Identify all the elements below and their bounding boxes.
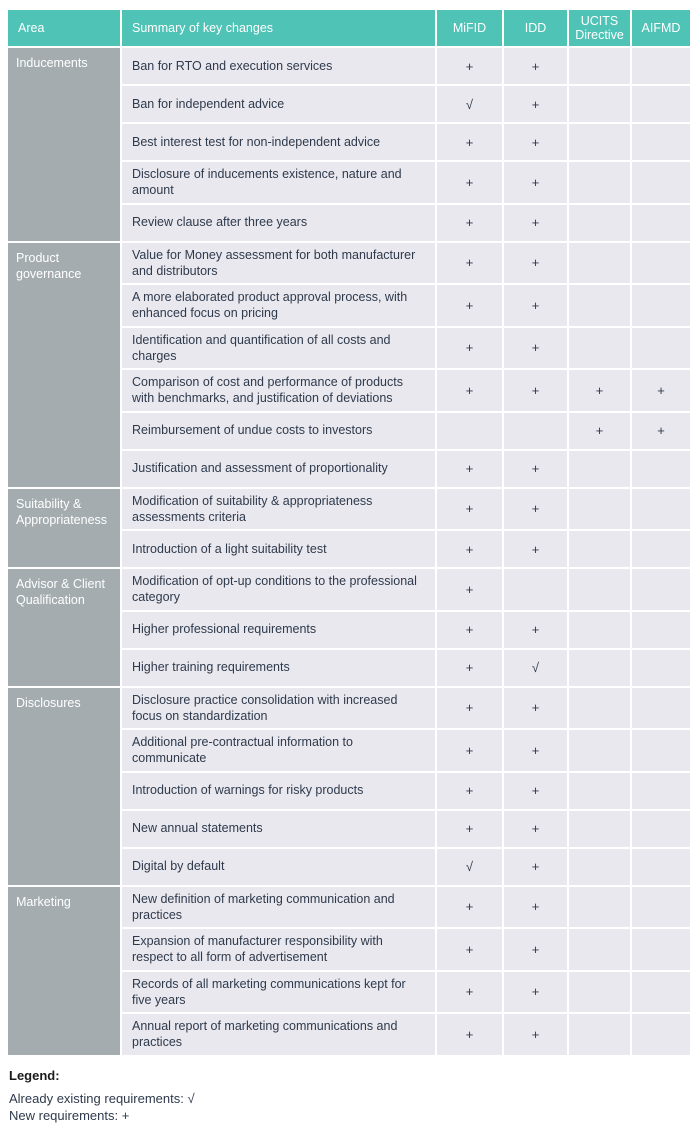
mark-cell-aifmd (632, 650, 690, 686)
mark-cell-mifid: + (437, 451, 502, 487)
mark-cell-ucits-directive: + (569, 370, 630, 411)
mark-cell-aifmd (632, 688, 690, 729)
summary-cell: Disclosure of inducements existence, nature and amount (122, 162, 435, 203)
mark-cell-ucits-directive (569, 730, 630, 771)
mark-cell-idd: + (504, 849, 567, 885)
mark-cell-idd: + (504, 612, 567, 648)
mark-cell-mifid: + (437, 929, 502, 970)
mark-cell-ucits-directive (569, 811, 630, 847)
mark-cell-idd: + (504, 811, 567, 847)
area-cell: Product governance (8, 243, 120, 487)
mark-cell-ucits-directive: + (569, 413, 630, 449)
table-section-marketing (8, 887, 690, 1055)
area-cell: Suitability & Appropriateness (8, 489, 120, 568)
area-cell: Advisor & Client Qualification (8, 569, 120, 686)
mark-cell-ucits-directive (569, 612, 630, 648)
summary-cell: Annual report of marketing communications and practices (122, 1014, 435, 1055)
summary-cell: Digital by default (122, 849, 435, 885)
mark-cell-ucits-directive (569, 124, 630, 160)
mark-cell-mifid: + (437, 650, 502, 686)
summary-cell: Disclosure practice consolidation with increased focus on standardization (122, 688, 435, 729)
mark-cell-mifid: + (437, 48, 502, 84)
area-cell: Marketing (8, 887, 120, 1055)
table-header (8, 10, 690, 46)
summary-cell: Value for Money assessment for both manufacturer and distributors (122, 243, 435, 284)
mark-cell-ucits-directive (569, 86, 630, 122)
header-summary: Summary of key changes (122, 10, 435, 46)
mark-cell-ucits-directive (569, 451, 630, 487)
summary-cell: New annual statements (122, 811, 435, 847)
header-idd: IDD (504, 10, 567, 46)
mark-cell-ucits-directive (569, 1014, 630, 1055)
mark-cell-aifmd (632, 929, 690, 970)
mark-cell-aifmd (632, 285, 690, 326)
mark-cell-idd: + (504, 531, 567, 567)
mark-cell-aifmd: + (632, 413, 690, 449)
mark-cell-ucits-directive (569, 773, 630, 809)
summary-cell: Higher professional requirements (122, 612, 435, 648)
legend (8, 1068, 690, 1125)
mark-cell-mifid: + (437, 887, 502, 928)
header-area: Area (8, 10, 120, 46)
mark-cell-mifid: + (437, 124, 502, 160)
legend-title: Legend: (9, 1067, 60, 1083)
mark-cell-mifid: + (437, 811, 502, 847)
area-cell: Inducements (8, 48, 120, 241)
summary-cell: A more elaborated product approval process, with enhanced focus on pricing (122, 285, 435, 326)
summary-cell: Review clause after three years (122, 205, 435, 241)
mark-cell-ucits-directive (569, 849, 630, 885)
table-section-suitability-appropriateness (8, 489, 690, 568)
mark-cell-aifmd (632, 205, 690, 241)
mark-cell-mifid (437, 413, 502, 449)
mark-cell-aifmd (632, 887, 690, 928)
mark-cell-aifmd (632, 489, 690, 530)
mark-cell-aifmd (632, 48, 690, 84)
mark-cell-mifid: + (437, 569, 502, 610)
summary-cell: Ban for independent advice (122, 86, 435, 122)
summary-cell: Introduction of warnings for risky products (122, 773, 435, 809)
mark-cell-ucits-directive (569, 531, 630, 567)
mark-cell-mifid: + (437, 205, 502, 241)
mark-cell-idd: + (504, 243, 567, 284)
summary-cell: Reimbursement of undue costs to investors (122, 413, 435, 449)
table-section-disclosures (8, 688, 690, 885)
mark-cell-mifid: + (437, 162, 502, 203)
mark-cell-ucits-directive (569, 972, 630, 1013)
mark-cell-idd: + (504, 48, 567, 84)
header-aifmd: AIFMD (632, 10, 690, 46)
header-ucits-directive: UCITS Directive (569, 10, 630, 46)
summary-cell: Identification and quantification of all costs and charges (122, 328, 435, 369)
mark-cell-idd: + (504, 887, 567, 928)
mark-cell-idd: + (504, 451, 567, 487)
mark-cell-aifmd (632, 124, 690, 160)
mark-cell-aifmd (632, 243, 690, 284)
mark-cell-ucits-directive (569, 569, 630, 610)
mark-cell-idd: + (504, 86, 567, 122)
summary-cell: Ban for RTO and execution services (122, 48, 435, 84)
mark-cell-idd: + (504, 162, 567, 203)
mark-cell-aifmd (632, 1014, 690, 1055)
summary-cell: Modification of suitability & appropriateness assessments criteria (122, 489, 435, 530)
mark-cell-mifid: √ (437, 849, 502, 885)
legend-new-requirements: New requirements: + (9, 1108, 130, 1124)
summary-cell: Justification and assessment of proportionality (122, 451, 435, 487)
mark-cell-ucits-directive (569, 489, 630, 530)
header-mifid: MiFID (437, 10, 502, 46)
mark-cell-idd (504, 569, 567, 610)
mark-cell-ucits-directive (569, 650, 630, 686)
mark-cell-idd (504, 413, 567, 449)
mark-cell-aifmd (632, 972, 690, 1013)
mark-cell-mifid: + (437, 531, 502, 567)
table-section-product-governance (8, 243, 690, 487)
mark-cell-ucits-directive (569, 887, 630, 928)
mark-cell-aifmd: + (632, 370, 690, 411)
mark-cell-ucits-directive (569, 688, 630, 729)
mark-cell-aifmd (632, 531, 690, 567)
mark-cell-mifid: + (437, 243, 502, 284)
mark-cell-mifid: + (437, 730, 502, 771)
mark-cell-ucits-directive (569, 285, 630, 326)
mark-cell-aifmd (632, 451, 690, 487)
mark-cell-idd: + (504, 328, 567, 369)
mark-cell-aifmd (632, 86, 690, 122)
mark-cell-ucits-directive (569, 328, 630, 369)
mark-cell-idd: √ (504, 650, 567, 686)
mark-cell-idd: + (504, 205, 567, 241)
mark-cell-idd: + (504, 489, 567, 530)
mark-cell-idd: + (504, 972, 567, 1013)
mark-cell-ucits-directive (569, 243, 630, 284)
summary-cell: New definition of marketing communication and practices (122, 887, 435, 928)
mark-cell-mifid: + (437, 972, 502, 1013)
mark-cell-aifmd (632, 773, 690, 809)
mark-cell-mifid: + (437, 489, 502, 530)
key-changes-table (8, 10, 690, 1055)
summary-cell: Comparison of cost and performance of products with benchmarks, and justification of deviations (122, 370, 435, 411)
mark-cell-aifmd (632, 849, 690, 885)
mark-cell-mifid: + (437, 1014, 502, 1055)
mark-cell-idd: + (504, 1014, 567, 1055)
summary-cell: Higher training requirements (122, 650, 435, 686)
mark-cell-aifmd (632, 162, 690, 203)
summary-cell: Records of all marketing communications kept for five years (122, 972, 435, 1013)
mark-cell-ucits-directive (569, 205, 630, 241)
mark-cell-idd: + (504, 285, 567, 326)
mark-cell-aifmd (632, 730, 690, 771)
mark-cell-aifmd (632, 612, 690, 648)
mark-cell-ucits-directive (569, 929, 630, 970)
mark-cell-ucits-directive (569, 162, 630, 203)
mark-cell-mifid: + (437, 370, 502, 411)
mark-cell-aifmd (632, 569, 690, 610)
summary-cell: Expansion of manufacturer responsibility with respect to all form of advertisement (122, 929, 435, 970)
mark-cell-idd: + (504, 124, 567, 160)
summary-cell: Introduction of a light suitability test (122, 531, 435, 567)
mark-cell-idd: + (504, 370, 567, 411)
legend-existing-requirements: Already existing requirements: √ (9, 1090, 195, 1106)
mark-cell-mifid: + (437, 285, 502, 326)
area-cell: Disclosures (8, 688, 120, 885)
mark-cell-idd: + (504, 773, 567, 809)
mark-cell-idd: + (504, 688, 567, 729)
summary-cell: Modification of opt-up conditions to the professional category (122, 569, 435, 610)
table-section-advisor-client-qualification (8, 569, 690, 686)
mark-cell-idd: + (504, 730, 567, 771)
table-body (8, 48, 690, 1055)
mark-cell-idd: + (504, 929, 567, 970)
mark-cell-ucits-directive (569, 48, 630, 84)
mark-cell-aifmd (632, 328, 690, 369)
table-section-inducements (8, 48, 690, 241)
mark-cell-mifid: √ (437, 86, 502, 122)
mark-cell-mifid: + (437, 688, 502, 729)
summary-cell: Additional pre-contractual information to communicate (122, 730, 435, 771)
mark-cell-mifid: + (437, 773, 502, 809)
mark-cell-mifid: + (437, 612, 502, 648)
summary-cell: Best interest test for non-independent advice (122, 124, 435, 160)
mark-cell-aifmd (632, 811, 690, 847)
mark-cell-mifid: + (437, 328, 502, 369)
